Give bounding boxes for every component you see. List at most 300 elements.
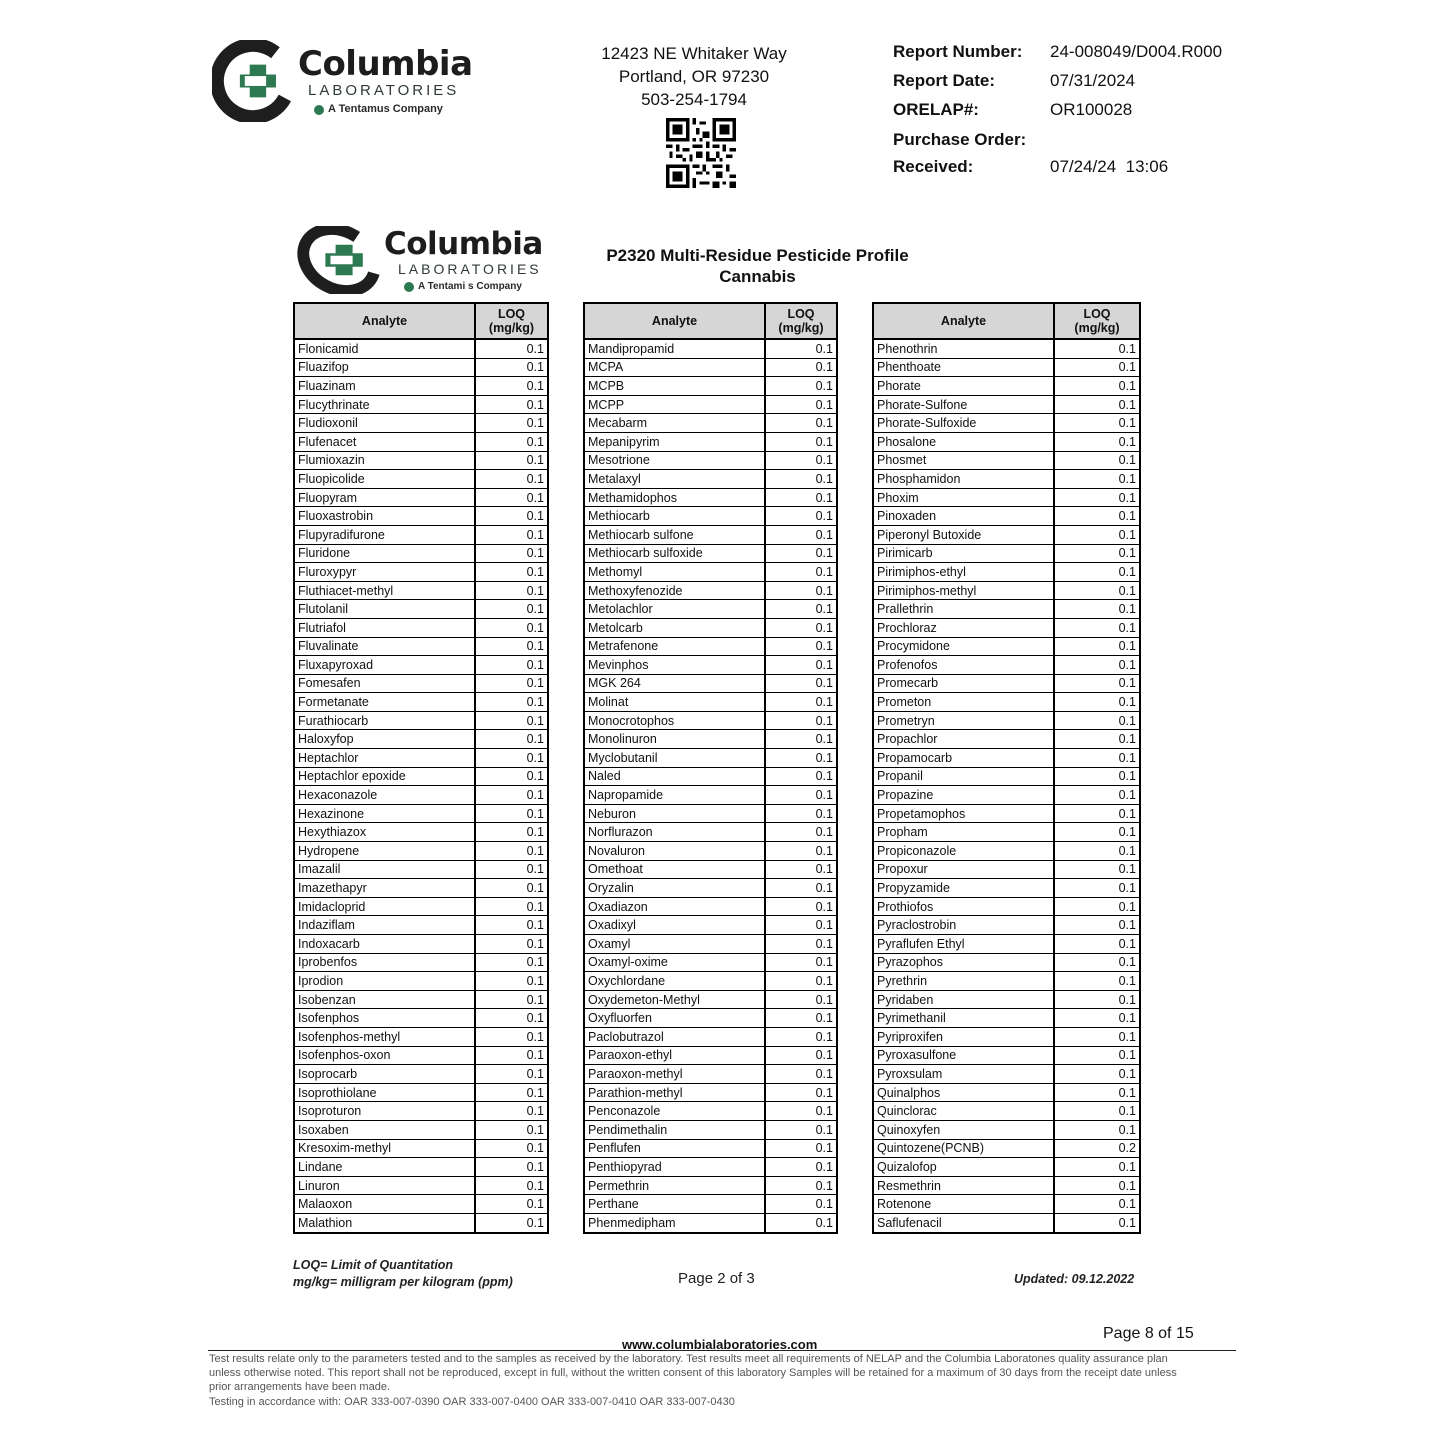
table-row [873, 600, 1140, 619]
analyte-name: Monolinuron [584, 730, 765, 749]
loq-value: 0.1 [1054, 1176, 1140, 1195]
analyte-name: Imazalil [294, 860, 475, 879]
loq-value: 0.1 [475, 618, 548, 637]
table-row [873, 339, 1140, 358]
loq-value: 0.1 [1054, 1158, 1140, 1177]
loq-value: 0.1 [1054, 879, 1140, 898]
table-row [873, 1176, 1140, 1195]
loq-value: 0.1 [765, 990, 837, 1009]
analyte-name: Indaziflam [294, 916, 475, 935]
analyte-name: Heptachlor epoxide [294, 767, 475, 786]
table-row [294, 953, 548, 972]
table-row [873, 563, 1140, 582]
loq-value: 0.1 [1054, 451, 1140, 470]
loq-value: 0.1 [1054, 1102, 1140, 1121]
analyte-name: Phorate-Sulfone [873, 395, 1054, 414]
analyte-name: MCPA [584, 358, 765, 377]
orelap-label: ORELAP#: [893, 100, 979, 119]
table-row [294, 1176, 548, 1195]
table-row [294, 1009, 548, 1028]
analyte-name: Fomesafen [294, 674, 475, 693]
analyte-name: Penthiopyrad [584, 1158, 765, 1177]
columbia-logo-icon [212, 40, 294, 122]
loq-value: 0.1 [475, 451, 548, 470]
analyte-name: MGK 264 [584, 674, 765, 693]
table-row [873, 544, 1140, 563]
loq-value: 0.1 [475, 1065, 548, 1084]
analyte-name: Saflufenacil [873, 1213, 1054, 1232]
table-row [584, 953, 837, 972]
loq-value: 0.1 [475, 637, 548, 656]
table-row [584, 730, 837, 749]
table-row [584, 1158, 837, 1177]
table-row [294, 711, 548, 730]
table-row [294, 414, 548, 433]
table-row [294, 451, 548, 470]
loq-value: 0.1 [1054, 488, 1140, 507]
table-row [584, 470, 837, 489]
loq-value: 0.1 [1054, 935, 1140, 954]
analyte-name: Linuron [294, 1176, 475, 1195]
analyte-name: Fluazifop [294, 358, 475, 377]
analyte-table-3 [872, 302, 1141, 1234]
analyte-name: Quintozene(PCNB) [873, 1139, 1054, 1158]
logo-subtitle: LABORATORIES [308, 82, 460, 99]
table-row [873, 414, 1140, 433]
profile-name: P2320 Multi-Residue Pesticide Profile [606, 246, 909, 265]
analyte-table-2 [583, 302, 838, 1234]
table-row [294, 358, 548, 377]
analyte-name: Paclobutrazol [584, 1027, 765, 1046]
table-row [294, 916, 548, 935]
table-row [584, 1120, 837, 1139]
loq-value: 0.1 [475, 786, 548, 805]
analyte-name: Pirimiphos-ethyl [873, 563, 1054, 582]
table-row [294, 339, 548, 358]
website-link[interactable]: www.columbialaboratories.com [622, 1337, 818, 1352]
analyte-name: Novaluron [584, 842, 765, 861]
loq-value: 0.1 [475, 1027, 548, 1046]
loq-value: 0.1 [475, 711, 548, 730]
loq-value: 0.1 [1054, 1009, 1140, 1028]
analyte-name: Procymidone [873, 637, 1054, 656]
loq-value: 0.1 [475, 656, 548, 675]
legend-loq: LOQ= Limit of Quantitation [293, 1258, 454, 1272]
loq-value: 0.1 [765, 1195, 837, 1214]
analyte-name: Phosmet [873, 451, 1054, 470]
loq-value: 0.1 [475, 377, 548, 396]
analyte-name: Imazethapyr [294, 879, 475, 898]
analyte-name: Methomyl [584, 563, 765, 582]
loq-value: 0.1 [765, 1158, 837, 1177]
table-row [294, 488, 548, 507]
loq-value: 0.1 [765, 507, 837, 526]
analyte-name: Pyrimethanil [873, 1009, 1054, 1028]
loq-value: 0.1 [765, 488, 837, 507]
analyte-name: Prallethrin [873, 600, 1054, 619]
table-row [584, 935, 837, 954]
table-row [584, 1083, 837, 1102]
table-row [584, 1065, 837, 1084]
analyte-name: Indoxacarb [294, 935, 475, 954]
analyte-name: Penconazole [584, 1102, 765, 1121]
loq-value: 0.1 [1054, 544, 1140, 563]
table-row [873, 786, 1140, 805]
loq-value: 0.1 [765, 525, 837, 544]
table-row [873, 860, 1140, 879]
loq-value: 0.1 [475, 563, 548, 582]
analyte-name: Fluopyram [294, 488, 475, 507]
analyte-name: Hexythiazox [294, 823, 475, 842]
loq-value: 0.1 [765, 339, 837, 358]
table-row [873, 637, 1140, 656]
analyte-name: Phorate-Sulfoxide [873, 414, 1054, 433]
table-row [294, 1083, 548, 1102]
loq-value: 0.1 [475, 1195, 548, 1214]
table-row [873, 507, 1140, 526]
table-row [873, 451, 1140, 470]
loq-value: 0.1 [475, 470, 548, 489]
table-row [294, 1120, 548, 1139]
table-row [584, 544, 837, 563]
analyte-name: Isoprocarb [294, 1065, 475, 1084]
table-row [584, 711, 837, 730]
leaf-icon [314, 105, 324, 115]
analyte-name: Oxamyl-oxime [584, 953, 765, 972]
table-row [584, 767, 837, 786]
analyte-name: Pyraflufen Ethyl [873, 935, 1054, 954]
loq-value: 0.1 [475, 1083, 548, 1102]
analyte-name: Quinoxyfen [873, 1120, 1054, 1139]
table-row [584, 990, 837, 1009]
table-row [873, 525, 1140, 544]
loq-value: 0.1 [1054, 656, 1140, 675]
analyte-name: Pirimiphos-methyl [873, 581, 1054, 600]
table-row [584, 377, 837, 396]
loq-value: 0.1 [765, 860, 837, 879]
loq-value: 0.1 [475, 544, 548, 563]
analyte-name: Kresoxim-methyl [294, 1139, 475, 1158]
analyte-name: Fluxapyroxad [294, 656, 475, 675]
analyte-name: Phosalone [873, 432, 1054, 451]
analyte-name: Iprodion [294, 972, 475, 991]
loq-value: 0.1 [765, 972, 837, 991]
table-row [294, 1046, 548, 1065]
analyte-name: Metalaxyl [584, 470, 765, 489]
table-row [873, 953, 1140, 972]
table-row [294, 935, 548, 954]
table-row [294, 786, 548, 805]
analyte-name: Pyroxasulfone [873, 1046, 1054, 1065]
loq-value: 0.1 [475, 507, 548, 526]
analyte-name: Methamidophos [584, 488, 765, 507]
loq-value: 0.1 [765, 618, 837, 637]
loq-value: 0.1 [765, 395, 837, 414]
loq-value: 0.1 [1054, 432, 1140, 451]
analyte-name: Mesotrione [584, 451, 765, 470]
table-row [584, 488, 837, 507]
received-date: 07/24/24 13:06 [1050, 157, 1169, 176]
analyte-name: Quizalofop [873, 1158, 1054, 1177]
loq-value: 0.1 [475, 414, 548, 433]
loq-value: 0.1 [1054, 563, 1140, 582]
table-row [294, 860, 548, 879]
table-row [294, 1139, 548, 1158]
analyte-name: Propamocarb [873, 749, 1054, 768]
analyte-name: Prometon [873, 693, 1054, 712]
loq-value: 0.1 [765, 823, 837, 842]
analyte-name: Prothiofos [873, 897, 1054, 916]
analyte-name: Isoproturon [294, 1102, 475, 1121]
analyte-name: Furathiocarb [294, 711, 475, 730]
table-row [584, 656, 837, 675]
report-date-label: Report Date: [893, 71, 996, 90]
loq-value: 0.1 [1054, 1065, 1140, 1084]
table-row [584, 395, 837, 414]
table-row [294, 730, 548, 749]
table-row [294, 1195, 548, 1214]
table-row [294, 1027, 548, 1046]
analyte-name: Oxamyl [584, 935, 765, 954]
loq-value: 0.1 [765, 749, 837, 768]
logo-tagline: A Tentamus Company [314, 104, 473, 115]
table-row [294, 1158, 548, 1177]
table-row [873, 1046, 1140, 1065]
analyte-name: Flutolanil [294, 600, 475, 619]
table-row [294, 470, 548, 489]
loq-value: 0.1 [1054, 1120, 1140, 1139]
loq-value: 0.1 [1054, 786, 1140, 805]
table-row [873, 1083, 1140, 1102]
loq-value: 0.1 [1054, 1046, 1140, 1065]
table-row [294, 842, 548, 861]
table-row [294, 1213, 548, 1232]
analyte-name: Oxadixyl [584, 916, 765, 935]
analyte-name: Haloxyfop [294, 730, 475, 749]
table-row [873, 1120, 1140, 1139]
table-row [873, 358, 1140, 377]
analyte-name: Heptachlor [294, 749, 475, 768]
table-row [873, 693, 1140, 712]
analyte-name: Flucythrinate [294, 395, 475, 414]
table-row [873, 581, 1140, 600]
analyte-name: Pyriproxifen [873, 1027, 1054, 1046]
analyte-name: Monocrotophos [584, 711, 765, 730]
loq-value: 0.1 [765, 953, 837, 972]
table-row [584, 674, 837, 693]
table-row [873, 879, 1140, 898]
table-row [294, 1102, 548, 1121]
analyte-name: Penflufen [584, 1139, 765, 1158]
loq-value: 0.1 [1054, 860, 1140, 879]
analyte-name: Phosphamidon [873, 470, 1054, 489]
table-row [584, 804, 837, 823]
table-row [584, 414, 837, 433]
analyte-header: Analyte [873, 303, 1054, 339]
loq-value: 0.1 [765, 581, 837, 600]
table-row [584, 358, 837, 377]
loq-value: 0.1 [475, 897, 548, 916]
loq-value: 0.1 [1054, 730, 1140, 749]
loq-value: 0.1 [765, 637, 837, 656]
analyte-name: Rotenone [873, 1195, 1054, 1214]
analyte-name: Malathion [294, 1213, 475, 1232]
table-row [584, 1139, 837, 1158]
table-row [873, 804, 1140, 823]
loq-legend [293, 1257, 513, 1291]
table-row [294, 507, 548, 526]
loq-value: 0.1 [765, 1009, 837, 1028]
analyte-name: Isoxaben [294, 1120, 475, 1139]
analyte-name: Pyridaben [873, 990, 1054, 1009]
analyte-name: Methiocarb sulfone [584, 525, 765, 544]
table-row [584, 525, 837, 544]
loq-value: 0.1 [475, 730, 548, 749]
loq-header: LOQ (mg/kg) [475, 303, 548, 339]
analyte-name: Quinalphos [873, 1083, 1054, 1102]
table-row [873, 730, 1140, 749]
loq-value: 0.1 [475, 395, 548, 414]
analyte-name: Propoxur [873, 860, 1054, 879]
analyte-name: Fludioxonil [294, 414, 475, 433]
table-row [873, 488, 1140, 507]
table-row [584, 693, 837, 712]
table-row [873, 749, 1140, 768]
loq-value: 0.1 [1054, 1027, 1140, 1046]
table-row [584, 897, 837, 916]
table-row [294, 525, 548, 544]
loq-value: 0.1 [475, 916, 548, 935]
table-row [873, 1027, 1140, 1046]
analyte-name: Phorate [873, 377, 1054, 396]
analyte-name: Propetamophos [873, 804, 1054, 823]
loq-value: 0.1 [765, 377, 837, 396]
loq-value: 0.1 [475, 990, 548, 1009]
analyte-name: Pendimethalin [584, 1120, 765, 1139]
analyte-name: Fluopicolide [294, 470, 475, 489]
loq-value: 0.1 [1054, 711, 1140, 730]
analyte-name: Molinat [584, 693, 765, 712]
loq-value: 0.1 [1054, 395, 1140, 414]
loq-value: 0.1 [475, 1102, 548, 1121]
table-row [584, 637, 837, 656]
analyte-name: Phoxim [873, 488, 1054, 507]
table-row [294, 972, 548, 991]
table-row [294, 693, 548, 712]
loq-value: 0.1 [765, 916, 837, 935]
table-row [873, 1065, 1140, 1084]
table-row [873, 395, 1140, 414]
loq-value: 0.1 [765, 897, 837, 916]
loq-value: 0.1 [1054, 823, 1140, 842]
loq-value: 0.1 [475, 674, 548, 693]
loq-value: 0.1 [1054, 358, 1140, 377]
footer-divider [208, 1350, 1236, 1351]
analyte-name: Paraoxon-methyl [584, 1065, 765, 1084]
loq-value: 0.1 [475, 823, 548, 842]
analyte-name: Prometryn [873, 711, 1054, 730]
loq-value: 0.2 [1054, 1139, 1140, 1158]
analyte-name: Flupyradifurone [294, 525, 475, 544]
table-row [873, 656, 1140, 675]
analyte-name: Fluroxypyr [294, 563, 475, 582]
table-row [584, 451, 837, 470]
table-row [584, 507, 837, 526]
loq-value: 0.1 [475, 581, 548, 600]
table-row [294, 674, 548, 693]
loq-value: 0.1 [475, 860, 548, 879]
profile-page-number: Page 2 of 3 [678, 1270, 755, 1287]
table-row [584, 1046, 837, 1065]
table-row [294, 897, 548, 916]
analyte-name: Flufenacet [294, 432, 475, 451]
table-row [873, 711, 1140, 730]
table-row [873, 432, 1140, 451]
loq-value: 0.1 [475, 339, 548, 358]
table-row [584, 842, 837, 861]
analyte-name: Hexaconazole [294, 786, 475, 805]
profile-title [580, 245, 935, 287]
table-row [584, 600, 837, 619]
table-row [294, 581, 548, 600]
table-row [294, 600, 548, 619]
table-row [873, 842, 1140, 861]
legend-units: mg/kg= milligram per kilogram (ppm) [293, 1275, 513, 1289]
table-row [873, 1102, 1140, 1121]
analyte-name: Isoprothiolane [294, 1083, 475, 1102]
analyte-name: Hydropene [294, 842, 475, 861]
loq-value: 0.1 [765, 656, 837, 675]
table-row [873, 767, 1140, 786]
profile-logo-brand: Columbia [384, 225, 543, 262]
analyte-name: Neburon [584, 804, 765, 823]
loq-value: 0.1 [475, 1213, 548, 1232]
analyte-name: Methiocarb [584, 507, 765, 526]
analyte-name: MCPB [584, 377, 765, 396]
table-row [294, 637, 548, 656]
table-row [873, 990, 1140, 1009]
loq-value: 0.1 [1054, 674, 1140, 693]
columbia-logo-icon [296, 226, 382, 294]
analyte-name: Propazine [873, 786, 1054, 805]
loq-value: 0.1 [1054, 1195, 1140, 1214]
analyte-name: Resmethrin [873, 1176, 1054, 1195]
loq-value: 0.1 [765, 451, 837, 470]
loq-value: 0.1 [765, 1083, 837, 1102]
table-row [294, 804, 548, 823]
analyte-name: Propachlor [873, 730, 1054, 749]
loq-value: 0.1 [1054, 414, 1140, 433]
loq-value: 0.1 [765, 1027, 837, 1046]
analyte-name: Phenmedipham [584, 1213, 765, 1232]
loq-header: LOQ (mg/kg) [765, 303, 837, 339]
analyte-name: Pyrethrin [873, 972, 1054, 991]
analyte-name: Pyroxsulam [873, 1065, 1054, 1084]
table-row [294, 767, 548, 786]
table-row [584, 1009, 837, 1028]
table-row [873, 935, 1140, 954]
profile-matrix: Cannabis [719, 267, 796, 286]
analyte-name: Isofenphos-methyl [294, 1027, 475, 1046]
loq-value: 0.1 [1054, 339, 1140, 358]
report-page-number: Page 8 of 15 [1103, 1325, 1194, 1342]
analyte-name: Perthane [584, 1195, 765, 1214]
analyte-name: Mevinphos [584, 656, 765, 675]
orelap-number: OR100028 [1050, 100, 1133, 119]
table-row [584, 916, 837, 935]
analyte-name: Metolachlor [584, 600, 765, 619]
analyte-table-1 [293, 302, 549, 1234]
